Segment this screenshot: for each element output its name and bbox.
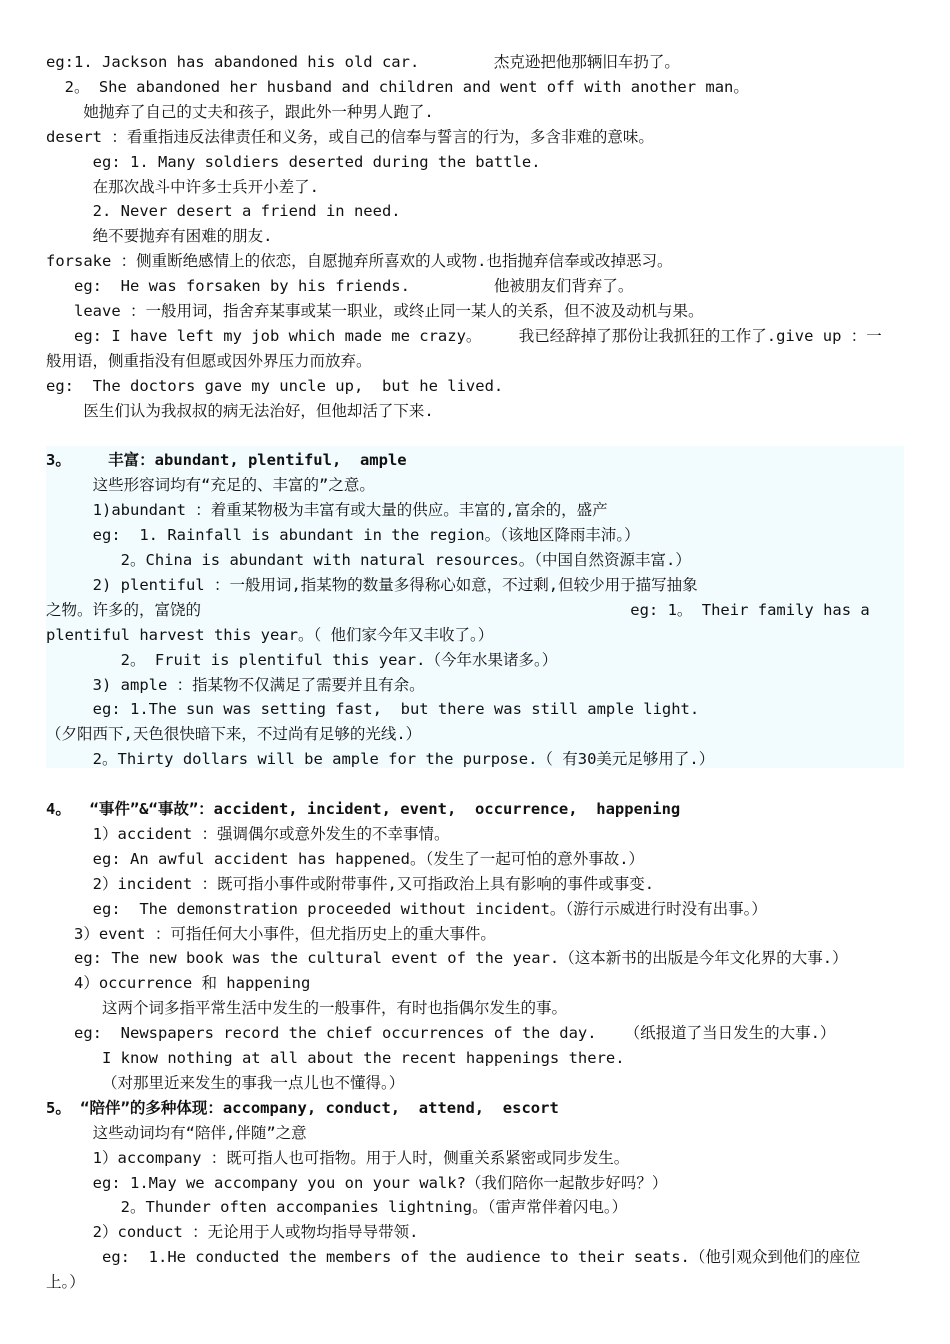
text-line: 2）conduct ：无论用于人或物均指导导带领.: [46, 1223, 419, 1242]
text-line: 2。Thunder often accompanies lightning。（雷声常伴着闪电。）: [46, 1198, 628, 1217]
text-line: 2。Thirty dollars will be ample for the purpose.（ 有30美元足够用了.）: [46, 750, 715, 769]
text-line: eg: 1.He conducted the members of the audience to their seats.（他引观众到他们的座位: [46, 1248, 861, 1267]
text-line: 这些形容词均有“充足的、丰富的”之意。: [46, 476, 375, 495]
text-line: eg: 1.The sun was setting fast, but there was still ample light.: [46, 700, 700, 719]
text-line: eg:1. Jackson has abandoned his old car. 杰克逊把他那辆旧车扔了。: [46, 53, 680, 71]
text-line: 2。 She abandoned her husband and children and went off with another man。: [46, 77, 749, 96]
text-line: 这两个词多指平常生活中发生的一般事件，有时也指偶尔发生的事。: [46, 999, 567, 1018]
text-line: 2）incident ：既可指小事件或附带事件,又可指政治上具有影响的事件或事变.: [46, 874, 655, 893]
text-line: eg: Newspapers record the chief occurrences of the day. （纸报道了当日发生的大事.）: [46, 1024, 836, 1043]
text-line: （对那里近来发生的事我一点儿也不懂得。）: [46, 1073, 405, 1092]
text-line: 医生们认为我叔叔的病无法治好，但他却活了下来.: [46, 401, 434, 420]
text-line: eg: 1. Many soldiers deserted during the battle.: [46, 152, 541, 171]
text-line: plentiful harvest this year。（ 他们家今年又丰收了。）: [46, 625, 494, 644]
text-line: 这些动词均有“陪伴,伴随”之意: [46, 1123, 307, 1142]
text-line: 4）occurrence 和 happening: [46, 974, 311, 993]
text-line: 1）accompany ：既可指人也可指物。用于人时，侧重关系紧密或同步发生。: [46, 1148, 630, 1167]
text-line: eg: An awful accident has happened。（发生了一起可怕的意外事故.）: [46, 849, 645, 868]
text-line: 1)abundant ：着重某物极为丰富有或大量的供应。丰富的,富余的，盛产: [46, 501, 608, 520]
text-line: 2。China is abundant with natural resources。（中国自然资源丰富.）: [46, 551, 691, 569]
text-line: I know nothing at all about the recent happenings there.: [46, 1049, 625, 1067]
text-line: 1）accident ：强调偶尔或意外发生的不幸事情。: [46, 824, 450, 843]
text-line: forsake ：侧重断绝感情上的依恋，自愿抛弃所喜欢的人或物.也指抛弃信奉或改掉恶习。: [46, 252, 673, 271]
text-line: eg: The doctors gave my uncle up, but he lived.: [46, 376, 504, 395]
text-line: 4。 “事件”&“事故”：accident, incident, event, occurrence, happening: [46, 800, 681, 818]
text-line: 绝不要抛弃有困难的朋友.: [46, 227, 273, 246]
text-line: 之物。许多的，富饶的 eg: 1。 Their family has a: [46, 600, 870, 619]
text-line: 5。 “陪伴”的多种体现：accompany, conduct, attend, escort: [46, 1098, 559, 1117]
text-line: （夕阳西下,天色很快暗下来，不过尚有足够的光线.）: [46, 725, 422, 744]
text-line: eg: 1. Rainfall is abundant in the region。（该地区降雨丰沛。）: [46, 526, 640, 545]
text-line: eg: He was forsaken by his friends. 他被朋友们背弃了。: [46, 277, 634, 296]
text-line: 般用语，侧重指没有但愿或因外界压力而放弃。: [46, 351, 372, 370]
text-line: 在那次战斗中许多士兵开小差了.: [46, 177, 319, 196]
text-line: 上。）: [46, 1273, 85, 1292]
text-line: 3）event ：可指任何大小事件，但尤指历史上的重大事件。: [46, 924, 496, 943]
text-line: 2。 Fruit is plentiful this year.（今年水果诸多。）: [46, 650, 558, 669]
text-line: eg: The demonstration proceeded without incident。（游行示威进行时没有出事。）: [46, 899, 767, 918]
text-line: eg: 1.May we accompany you on your walk?（我们陪你一起散步好吗？）: [46, 1173, 668, 1192]
text-line: eg: The new book was the cultural event of the year.（这本新书的出版是今年文化界的大事.）: [46, 949, 848, 968]
text-line: 她抛弃了自己的丈夫和孩子，跟此外一种男人跑了.: [46, 102, 434, 121]
text-line: 3) ample ：指某物不仅满足了需要并且有余。: [46, 675, 425, 694]
text-line: 2. Never desert a friend in need.: [46, 202, 401, 221]
text-line: 3。 丰富：abundant, plentiful, ample: [46, 451, 407, 470]
text-line: eg: I have left my job which made me crazy。 我已经辞掉了那份让我抓狂的工作了.give up ：一: [46, 326, 882, 345]
text-line: 2) plentiful ：一般用词,指某物的数量多得称心如意，不过剩,但较少用于描写抽象: [46, 575, 698, 594]
text-line: leave ：一般用词，指舍弃某事或某一职业，或终止同一某人的关系，但不波及动机与果。: [46, 302, 704, 320]
text-line: desert ：看重指违反法律责任和义务，或自己的信奉与誓言的行为，多含非难的意味。: [46, 127, 654, 146]
